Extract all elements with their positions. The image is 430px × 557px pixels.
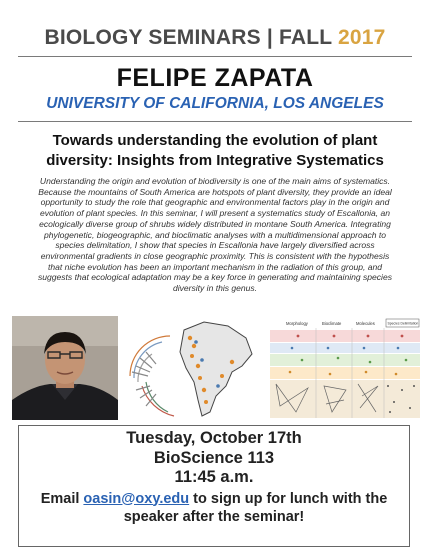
- event-date: Tuesday, October 17th: [126, 429, 302, 447]
- abstract-line: species delimitation, I show that species in Escallonia have largely diversified across: [55, 240, 375, 251]
- abstract-line: phylogenetic, biogeographic, and bioclimatic analyses with a multidimensional approach to: [43, 229, 387, 240]
- abstract-line: Understanding the origin and evolution of biodiversity is one of the main aims of systematics.: [39, 176, 391, 186]
- event-details-box: [18, 425, 410, 547]
- talk-title-line-2: diversity: Insights from Integrative Systematics: [46, 152, 384, 169]
- event-location: BioScience 113: [153, 448, 275, 467]
- series-year: 2017: [337, 26, 386, 49]
- species-delimitation-figure: [268, 316, 420, 420]
- abstract-line: that niche evolution has been an important mechanism in the radiation of this group, and: [47, 261, 382, 272]
- email-link[interactable]: oasin@oxy.edu: [83, 490, 190, 507]
- figure-header-species-delimitation: Species Delimitation: [387, 321, 419, 326]
- speaker-affiliation: UNIVERSITY OF CALIFORNIA, LOS ANGELES: [46, 95, 384, 112]
- species-delimitation-image: [268, 316, 420, 420]
- top-divider: [18, 56, 412, 57]
- abstract-line: ecologically diverse group of shrubs widely distributed in montane South America. Integrating: [39, 218, 391, 229]
- event-time: 11:45 a.m.: [174, 468, 254, 486]
- series-title: [0, 26, 430, 50]
- abstract-line: Because the mountains of South America are hotspots of plant diversity, they provide an ideal: [38, 186, 392, 197]
- lunch-signup-prefix: Email: [40, 490, 84, 507]
- talk-abstract: [16, 176, 414, 294]
- lunch-signup-text: [19, 490, 409, 526]
- lunch-signup-suffix: to sign up for lunch with the speaker after the seminar!: [123, 490, 388, 525]
- figure-header-bioclimate: Bioclimate: [322, 321, 342, 326]
- speaker-photo: [12, 316, 118, 420]
- abstract-line: environmental gradients in close geographic proximity. This is consistent with the hypothesis: [40, 250, 390, 261]
- abstract-line: opportunity to study the role that geographic and environmental factors play in the origin and: [40, 197, 390, 208]
- abstract-line: diversity in this genus.: [172, 283, 258, 294]
- abstract-line: evolution of plant species. In this seminar, I will present a systematics study of Escallonia, an: [39, 208, 391, 219]
- figure-header-molecules: Molecules: [356, 321, 375, 326]
- series-label: BIOLOGY SEMINARS | FALL: [44, 26, 332, 49]
- figure-header-morphology: Morphology: [286, 321, 308, 326]
- mid-divider: [18, 121, 412, 122]
- speaker-name: FELIPE ZAPATA: [116, 64, 314, 92]
- talk-title-line-1: Towards understanding the evolution of plant: [52, 132, 378, 149]
- phylogeny-map-image: [122, 316, 264, 420]
- abstract-line: suggests that ecological adaptation may be a key force in generating and maintaining species: [38, 272, 392, 283]
- talk-title: [20, 131, 410, 171]
- speaker-portrait-image: [12, 316, 118, 420]
- phylogeny-map-figure: [122, 316, 264, 420]
